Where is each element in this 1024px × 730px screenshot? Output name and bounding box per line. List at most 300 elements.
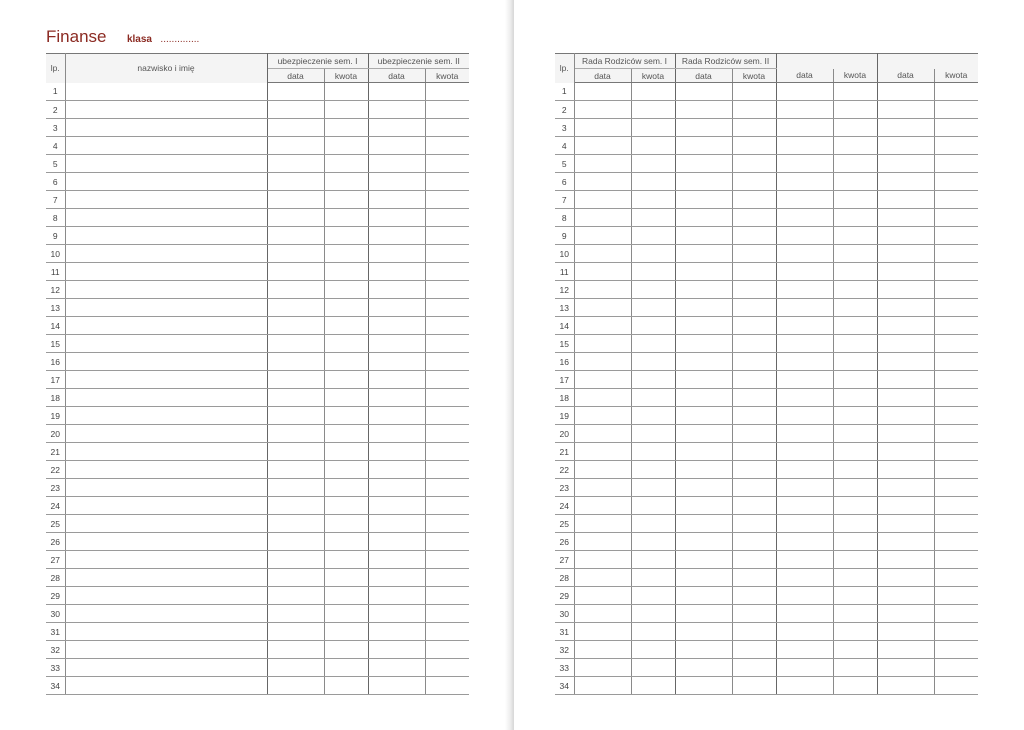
entry-cell[interactable] — [65, 587, 267, 605]
entry-cell[interactable] — [631, 119, 675, 137]
entry-cell[interactable] — [776, 263, 833, 281]
entry-cell[interactable] — [267, 587, 324, 605]
entry-cell[interactable] — [877, 299, 934, 317]
entry-cell[interactable] — [776, 659, 833, 677]
entry-cell[interactable] — [324, 281, 368, 299]
entry-cell[interactable] — [631, 641, 675, 659]
entry-cell[interactable] — [877, 479, 934, 497]
entry-cell[interactable] — [368, 569, 425, 587]
entry-cell[interactable] — [425, 83, 469, 101]
entry-cell[interactable] — [776, 245, 833, 263]
entry-cell[interactable] — [833, 263, 877, 281]
entry-cell[interactable] — [65, 119, 267, 137]
entry-cell[interactable] — [631, 605, 675, 623]
entry-cell[interactable] — [877, 551, 934, 569]
entry-cell[interactable] — [65, 425, 267, 443]
entry-cell[interactable] — [877, 515, 934, 533]
entry-cell[interactable] — [267, 407, 324, 425]
entry-cell[interactable] — [267, 317, 324, 335]
entry-cell[interactable] — [631, 497, 675, 515]
entry-cell[interactable] — [732, 371, 776, 389]
entry-cell[interactable] — [732, 227, 776, 245]
entry-cell[interactable] — [732, 515, 776, 533]
entry-cell[interactable] — [732, 173, 776, 191]
entry-cell[interactable] — [574, 569, 631, 587]
entry-cell[interactable] — [934, 623, 978, 641]
entry-cell[interactable] — [574, 101, 631, 119]
entry-cell[interactable] — [574, 317, 631, 335]
entry-cell[interactable] — [877, 245, 934, 263]
entry-cell[interactable] — [324, 227, 368, 245]
entry-cell[interactable] — [267, 101, 324, 119]
entry-cell[interactable] — [574, 281, 631, 299]
entry-cell[interactable] — [65, 605, 267, 623]
entry-cell[interactable] — [574, 479, 631, 497]
entry-cell[interactable] — [675, 641, 732, 659]
entry-cell[interactable] — [574, 659, 631, 677]
entry-cell[interactable] — [675, 101, 732, 119]
entry-cell[interactable] — [631, 101, 675, 119]
entry-cell[interactable] — [776, 587, 833, 605]
entry-cell[interactable] — [776, 299, 833, 317]
entry-cell[interactable] — [934, 137, 978, 155]
entry-cell[interactable] — [631, 479, 675, 497]
entry-cell[interactable] — [368, 677, 425, 695]
entry-cell[interactable] — [833, 569, 877, 587]
entry-cell[interactable] — [324, 479, 368, 497]
entry-cell[interactable] — [732, 569, 776, 587]
entry-cell[interactable] — [934, 461, 978, 479]
entry-cell[interactable] — [425, 551, 469, 569]
entry-cell[interactable] — [425, 389, 469, 407]
entry-cell[interactable] — [65, 479, 267, 497]
entry-cell[interactable] — [267, 461, 324, 479]
entry-cell[interactable] — [425, 317, 469, 335]
entry-cell[interactable] — [368, 623, 425, 641]
entry-cell[interactable] — [833, 659, 877, 677]
entry-cell[interactable] — [324, 209, 368, 227]
entry-cell[interactable] — [877, 587, 934, 605]
entry-cell[interactable] — [324, 515, 368, 533]
entry-cell[interactable] — [425, 245, 469, 263]
entry-cell[interactable] — [368, 479, 425, 497]
entry-cell[interactable] — [675, 173, 732, 191]
entry-cell[interactable] — [732, 425, 776, 443]
entry-cell[interactable] — [65, 497, 267, 515]
entry-cell[interactable] — [675, 371, 732, 389]
entry-cell[interactable] — [675, 533, 732, 551]
entry-cell[interactable] — [675, 389, 732, 407]
entry-cell[interactable] — [732, 677, 776, 695]
entry-cell[interactable] — [877, 335, 934, 353]
entry-cell[interactable] — [833, 389, 877, 407]
entry-cell[interactable] — [631, 677, 675, 695]
entry-cell[interactable] — [368, 659, 425, 677]
entry-cell[interactable] — [574, 173, 631, 191]
entry-cell[interactable] — [631, 281, 675, 299]
entry-cell[interactable] — [776, 227, 833, 245]
entry-cell[interactable] — [368, 137, 425, 155]
entry-cell[interactable] — [267, 659, 324, 677]
entry-cell[interactable] — [833, 425, 877, 443]
entry-cell[interactable] — [65, 569, 267, 587]
entry-cell[interactable] — [877, 209, 934, 227]
entry-cell[interactable] — [574, 155, 631, 173]
entry-cell[interactable] — [934, 101, 978, 119]
entry-cell[interactable] — [574, 353, 631, 371]
entry-cell[interactable] — [833, 551, 877, 569]
entry-cell[interactable] — [324, 587, 368, 605]
entry-cell[interactable] — [732, 119, 776, 137]
entry-cell[interactable] — [267, 83, 324, 101]
entry-cell[interactable] — [631, 515, 675, 533]
entry-cell[interactable] — [368, 605, 425, 623]
entry-cell[interactable] — [732, 623, 776, 641]
entry-cell[interactable] — [934, 497, 978, 515]
entry-cell[interactable] — [934, 83, 978, 101]
entry-cell[interactable] — [833, 317, 877, 335]
entry-cell[interactable] — [877, 389, 934, 407]
entry-cell[interactable] — [934, 677, 978, 695]
entry-cell[interactable] — [776, 497, 833, 515]
entry-cell[interactable] — [368, 335, 425, 353]
entry-cell[interactable] — [732, 263, 776, 281]
entry-cell[interactable] — [675, 281, 732, 299]
entry-cell[interactable] — [877, 461, 934, 479]
entry-cell[interactable] — [65, 209, 267, 227]
entry-cell[interactable] — [324, 623, 368, 641]
entry-cell[interactable] — [65, 443, 267, 461]
entry-cell[interactable] — [425, 425, 469, 443]
entry-cell[interactable] — [574, 587, 631, 605]
entry-cell[interactable] — [675, 353, 732, 371]
entry-cell[interactable] — [934, 209, 978, 227]
entry-cell[interactable] — [877, 371, 934, 389]
entry-cell[interactable] — [776, 389, 833, 407]
entry-cell[interactable] — [425, 461, 469, 479]
entry-cell[interactable] — [574, 605, 631, 623]
entry-cell[interactable] — [675, 425, 732, 443]
entry-cell[interactable] — [267, 245, 324, 263]
entry-cell[interactable] — [934, 425, 978, 443]
entry-cell[interactable] — [267, 569, 324, 587]
entry-cell[interactable] — [574, 641, 631, 659]
entry-cell[interactable] — [934, 173, 978, 191]
entry-cell[interactable] — [65, 191, 267, 209]
entry-cell[interactable] — [65, 389, 267, 407]
entry-cell[interactable] — [776, 191, 833, 209]
entry-cell[interactable] — [574, 137, 631, 155]
entry-cell[interactable] — [675, 515, 732, 533]
entry-cell[interactable] — [65, 623, 267, 641]
entry-cell[interactable] — [631, 533, 675, 551]
entry-cell[interactable] — [732, 155, 776, 173]
entry-cell[interactable] — [65, 263, 267, 281]
entry-cell[interactable] — [732, 587, 776, 605]
entry-cell[interactable] — [574, 227, 631, 245]
entry-cell[interactable] — [631, 551, 675, 569]
entry-cell[interactable] — [425, 497, 469, 515]
entry-cell[interactable] — [368, 173, 425, 191]
entry-cell[interactable] — [267, 533, 324, 551]
entry-cell[interactable] — [732, 461, 776, 479]
entry-cell[interactable] — [732, 209, 776, 227]
entry-cell[interactable] — [833, 623, 877, 641]
entry-cell[interactable] — [833, 479, 877, 497]
entry-cell[interactable] — [267, 497, 324, 515]
entry-cell[interactable] — [631, 299, 675, 317]
entry-cell[interactable] — [732, 533, 776, 551]
entry-cell[interactable] — [776, 209, 833, 227]
entry-cell[interactable] — [833, 281, 877, 299]
entry-cell[interactable] — [267, 299, 324, 317]
entry-cell[interactable] — [324, 533, 368, 551]
entry-cell[interactable] — [65, 137, 267, 155]
entry-cell[interactable] — [675, 263, 732, 281]
entry-cell[interactable] — [934, 605, 978, 623]
entry-cell[interactable] — [65, 677, 267, 695]
entry-cell[interactable] — [574, 335, 631, 353]
entry-cell[interactable] — [267, 623, 324, 641]
entry-cell[interactable] — [368, 587, 425, 605]
entry-cell[interactable] — [732, 353, 776, 371]
entry-cell[interactable] — [574, 83, 631, 101]
entry-cell[interactable] — [776, 443, 833, 461]
entry-cell[interactable] — [65, 407, 267, 425]
entry-cell[interactable] — [675, 497, 732, 515]
entry-cell[interactable] — [833, 605, 877, 623]
entry-cell[interactable] — [368, 317, 425, 335]
entry-cell[interactable] — [267, 605, 324, 623]
entry-cell[interactable] — [574, 551, 631, 569]
entry-cell[interactable] — [631, 137, 675, 155]
entry-cell[interactable] — [324, 497, 368, 515]
entry-cell[interactable] — [574, 191, 631, 209]
entry-cell[interactable] — [324, 461, 368, 479]
entry-cell[interactable] — [324, 173, 368, 191]
entry-cell[interactable] — [833, 407, 877, 425]
entry-cell[interactable] — [934, 191, 978, 209]
entry-cell[interactable] — [574, 443, 631, 461]
entry-cell[interactable] — [574, 263, 631, 281]
entry-cell[interactable] — [776, 479, 833, 497]
entry-cell[interactable] — [368, 515, 425, 533]
entry-cell[interactable] — [934, 353, 978, 371]
entry-cell[interactable] — [675, 407, 732, 425]
entry-cell[interactable] — [833, 101, 877, 119]
entry-cell[interactable] — [934, 407, 978, 425]
entry-cell[interactable] — [324, 155, 368, 173]
entry-cell[interactable] — [631, 83, 675, 101]
entry-cell[interactable] — [425, 263, 469, 281]
entry-cell[interactable] — [425, 173, 469, 191]
entry-cell[interactable] — [267, 335, 324, 353]
entry-cell[interactable] — [877, 425, 934, 443]
entry-cell[interactable] — [732, 191, 776, 209]
entry-cell[interactable] — [776, 371, 833, 389]
entry-cell[interactable] — [833, 461, 877, 479]
entry-cell[interactable] — [65, 281, 267, 299]
entry-cell[interactable] — [425, 353, 469, 371]
entry-cell[interactable] — [877, 533, 934, 551]
entry-cell[interactable] — [732, 551, 776, 569]
entry-cell[interactable] — [776, 677, 833, 695]
entry-cell[interactable] — [675, 83, 732, 101]
entry-cell[interactable] — [877, 119, 934, 137]
entry-cell[interactable] — [732, 299, 776, 317]
entry-cell[interactable] — [877, 407, 934, 425]
entry-cell[interactable] — [732, 659, 776, 677]
entry-cell[interactable] — [877, 83, 934, 101]
entry-cell[interactable] — [574, 209, 631, 227]
entry-cell[interactable] — [425, 587, 469, 605]
entry-cell[interactable] — [65, 533, 267, 551]
entry-cell[interactable] — [368, 425, 425, 443]
entry-cell[interactable] — [934, 443, 978, 461]
entry-cell[interactable] — [267, 425, 324, 443]
entry-cell[interactable] — [324, 317, 368, 335]
entry-cell[interactable] — [425, 533, 469, 551]
entry-cell[interactable] — [425, 101, 469, 119]
entry-cell[interactable] — [833, 353, 877, 371]
entry-cell[interactable] — [631, 461, 675, 479]
entry-cell[interactable] — [267, 155, 324, 173]
entry-cell[interactable] — [776, 569, 833, 587]
entry-cell[interactable] — [368, 389, 425, 407]
entry-cell[interactable] — [267, 515, 324, 533]
entry-cell[interactable] — [65, 83, 267, 101]
entry-cell[interactable] — [934, 533, 978, 551]
entry-cell[interactable] — [368, 299, 425, 317]
entry-cell[interactable] — [324, 407, 368, 425]
entry-cell[interactable] — [631, 245, 675, 263]
entry-cell[interactable] — [631, 227, 675, 245]
entry-cell[interactable] — [425, 371, 469, 389]
entry-cell[interactable] — [425, 479, 469, 497]
entry-cell[interactable] — [877, 173, 934, 191]
entry-cell[interactable] — [65, 461, 267, 479]
entry-cell[interactable] — [324, 569, 368, 587]
entry-cell[interactable] — [425, 515, 469, 533]
entry-cell[interactable] — [574, 299, 631, 317]
entry-cell[interactable] — [776, 335, 833, 353]
entry-cell[interactable] — [732, 389, 776, 407]
entry-cell[interactable] — [368, 155, 425, 173]
entry-cell[interactable] — [65, 173, 267, 191]
entry-cell[interactable] — [324, 83, 368, 101]
entry-cell[interactable] — [368, 191, 425, 209]
entry-cell[interactable] — [631, 317, 675, 335]
entry-cell[interactable] — [877, 641, 934, 659]
entry-cell[interactable] — [877, 137, 934, 155]
entry-cell[interactable] — [65, 227, 267, 245]
entry-cell[interactable] — [574, 623, 631, 641]
entry-cell[interactable] — [267, 479, 324, 497]
entry-cell[interactable] — [776, 281, 833, 299]
entry-cell[interactable] — [776, 515, 833, 533]
entry-cell[interactable] — [324, 353, 368, 371]
entry-cell[interactable] — [425, 677, 469, 695]
entry-cell[interactable] — [675, 155, 732, 173]
entry-cell[interactable] — [675, 227, 732, 245]
entry-cell[interactable] — [877, 155, 934, 173]
entry-cell[interactable] — [675, 245, 732, 263]
entry-cell[interactable] — [425, 407, 469, 425]
entry-cell[interactable] — [675, 191, 732, 209]
entry-cell[interactable] — [776, 605, 833, 623]
entry-cell[interactable] — [776, 119, 833, 137]
entry-cell[interactable] — [368, 263, 425, 281]
entry-cell[interactable] — [267, 119, 324, 137]
entry-cell[interactable] — [574, 389, 631, 407]
entry-cell[interactable] — [368, 353, 425, 371]
entry-cell[interactable] — [574, 119, 631, 137]
entry-cell[interactable] — [425, 443, 469, 461]
entry-cell[interactable] — [425, 281, 469, 299]
entry-cell[interactable] — [934, 335, 978, 353]
entry-cell[interactable] — [65, 641, 267, 659]
entry-cell[interactable] — [877, 191, 934, 209]
entry-cell[interactable] — [324, 551, 368, 569]
entry-cell[interactable] — [425, 623, 469, 641]
entry-cell[interactable] — [368, 533, 425, 551]
entry-cell[interactable] — [368, 641, 425, 659]
entry-cell[interactable] — [65, 245, 267, 263]
entry-cell[interactable] — [65, 335, 267, 353]
entry-cell[interactable] — [877, 317, 934, 335]
entry-cell[interactable] — [267, 677, 324, 695]
entry-cell[interactable] — [877, 623, 934, 641]
entry-cell[interactable] — [631, 443, 675, 461]
entry-cell[interactable] — [324, 263, 368, 281]
entry-cell[interactable] — [776, 407, 833, 425]
entry-cell[interactable] — [675, 587, 732, 605]
entry-cell[interactable] — [267, 227, 324, 245]
entry-cell[interactable] — [732, 335, 776, 353]
entry-cell[interactable] — [368, 497, 425, 515]
entry-cell[interactable] — [324, 101, 368, 119]
entry-cell[interactable] — [776, 551, 833, 569]
entry-cell[interactable] — [65, 155, 267, 173]
entry-cell[interactable] — [833, 227, 877, 245]
entry-cell[interactable] — [833, 299, 877, 317]
entry-cell[interactable] — [631, 371, 675, 389]
entry-cell[interactable] — [732, 83, 776, 101]
entry-cell[interactable] — [934, 659, 978, 677]
entry-cell[interactable] — [934, 587, 978, 605]
entry-cell[interactable] — [324, 605, 368, 623]
entry-cell[interactable] — [65, 371, 267, 389]
entry-cell[interactable] — [675, 317, 732, 335]
entry-cell[interactable] — [65, 353, 267, 371]
entry-cell[interactable] — [368, 551, 425, 569]
entry-cell[interactable] — [324, 659, 368, 677]
entry-cell[interactable] — [425, 659, 469, 677]
entry-cell[interactable] — [833, 515, 877, 533]
entry-cell[interactable] — [675, 335, 732, 353]
entry-cell[interactable] — [425, 137, 469, 155]
entry-cell[interactable] — [776, 533, 833, 551]
entry-cell[interactable] — [631, 587, 675, 605]
entry-cell[interactable] — [425, 119, 469, 137]
entry-cell[interactable] — [732, 137, 776, 155]
entry-cell[interactable] — [776, 155, 833, 173]
entry-cell[interactable] — [833, 335, 877, 353]
entry-cell[interactable] — [934, 569, 978, 587]
entry-cell[interactable] — [368, 443, 425, 461]
entry-cell[interactable] — [425, 641, 469, 659]
entry-cell[interactable] — [732, 443, 776, 461]
